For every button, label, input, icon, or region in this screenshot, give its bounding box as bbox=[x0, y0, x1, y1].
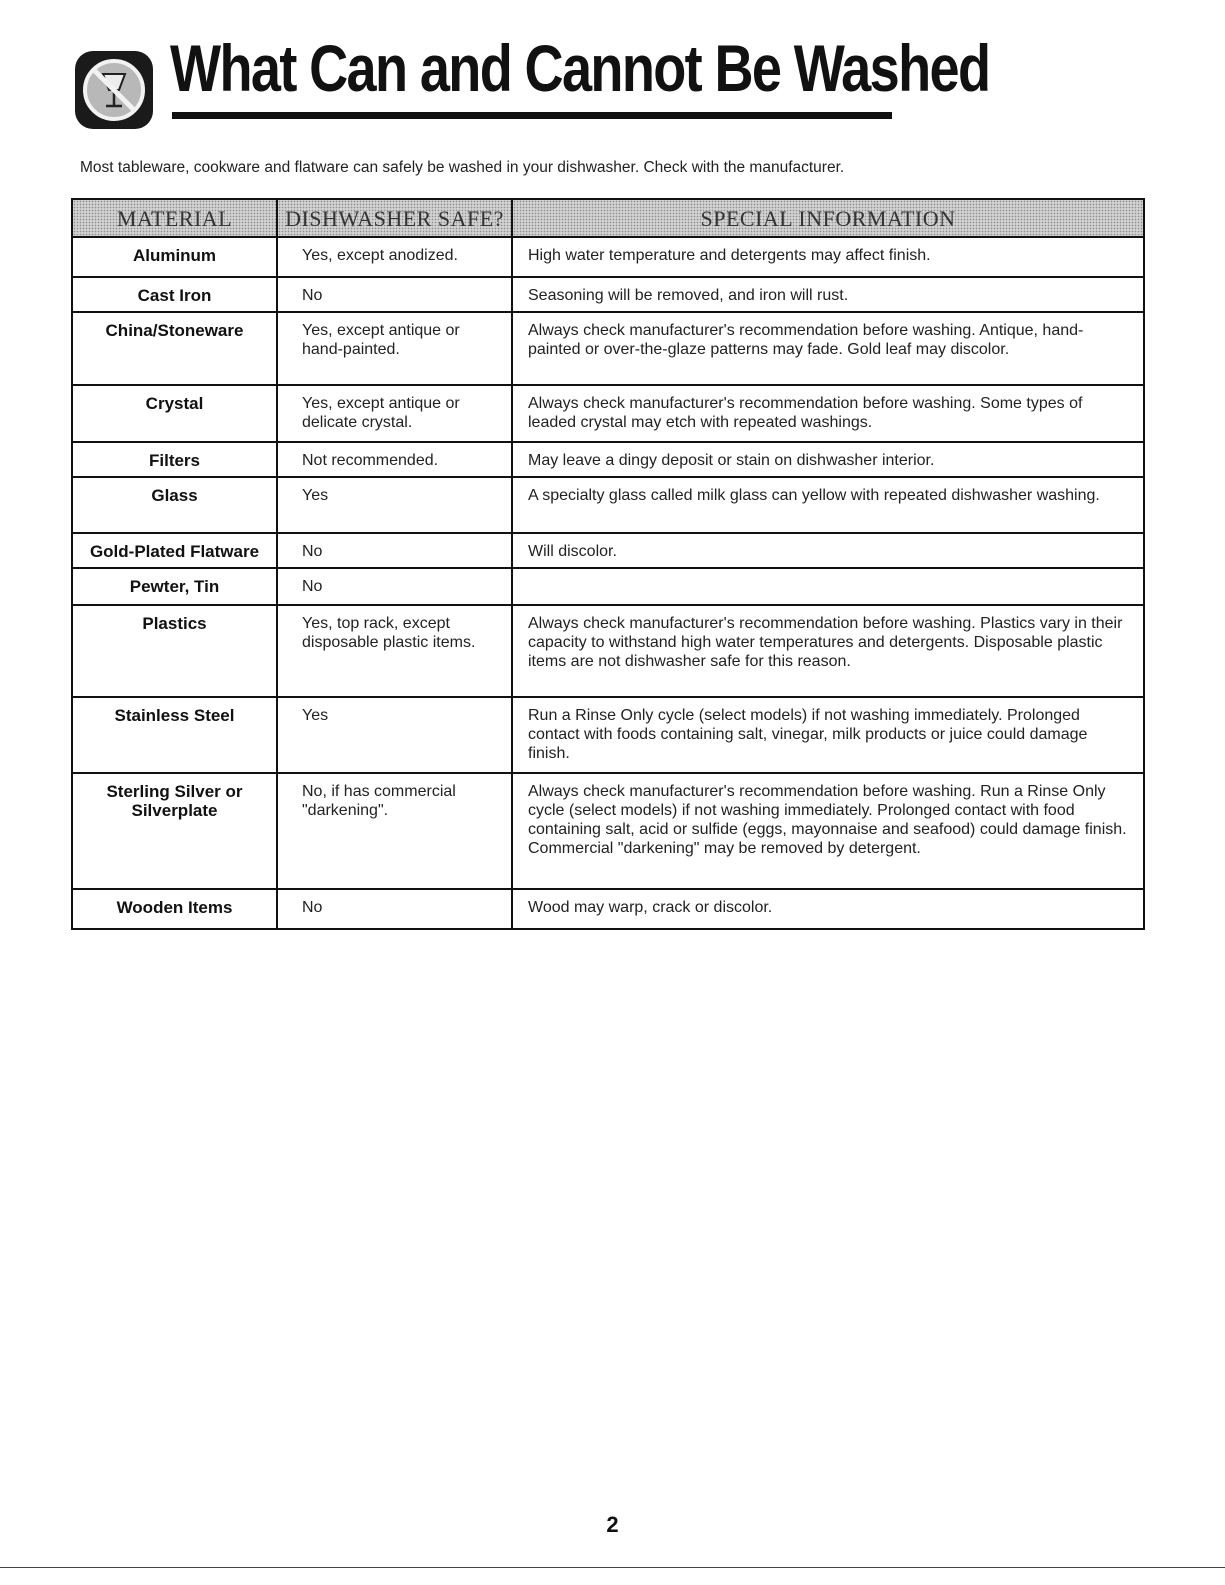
table-row bbox=[72, 477, 1144, 533]
page-number: 2 bbox=[606, 1512, 619, 1537]
no-glassware-icon bbox=[74, 50, 154, 130]
wash-compatibility-table bbox=[71, 198, 1145, 930]
table-row bbox=[72, 442, 1144, 477]
special-info-cell: Always check manufacturer's recommendation before washing. Some types of leaded crystal may etch with repeated washings. bbox=[512, 385, 1144, 442]
dishwasher-safe-cell: Yes, except antique or hand-painted. bbox=[277, 312, 512, 385]
page-title: What Can and Cannot Be Washed bbox=[170, 31, 990, 105]
dishwasher-safe-cell: Yes bbox=[277, 477, 512, 533]
special-info-cell: Seasoning will be removed, and iron will rust. bbox=[512, 277, 1144, 312]
special-info-cell: Always check manufacturer's recommendation before washing. Antique, hand-painted or over-the-glaze patterns may fade. Gold leaf may discolor. bbox=[512, 312, 1144, 385]
table-row bbox=[72, 385, 1144, 442]
dishwasher-safe-cell: Yes bbox=[277, 697, 512, 773]
material-cell: Glass bbox=[72, 477, 277, 533]
table-row bbox=[72, 773, 1144, 889]
bottom-divider bbox=[0, 1567, 1225, 1568]
material-cell: Cast Iron bbox=[72, 277, 277, 312]
material-cell: Sterling Silver or Silverplate bbox=[72, 773, 277, 889]
dishwasher-safe-cell: Yes, except anodized. bbox=[277, 237, 512, 277]
special-info-cell: Wood may warp, crack or discolor. bbox=[512, 889, 1144, 929]
special-info-cell: May leave a dingy deposit or stain on dishwasher interior. bbox=[512, 442, 1144, 477]
material-cell: Filters bbox=[72, 442, 277, 477]
table-row bbox=[72, 568, 1144, 605]
dishwasher-safe-cell: Yes, except antique or delicate crystal. bbox=[277, 385, 512, 442]
table-row bbox=[72, 889, 1144, 929]
intro-text: Most tableware, cookware and flatware can safely be washed in your dishwasher. Check with the manufacturer. bbox=[80, 159, 845, 176]
dishwasher-safe-cell: No bbox=[277, 568, 512, 605]
table-row bbox=[72, 277, 1144, 312]
special-info-cell: Always check manufacturer's recommendation before washing. Run a Rinse Only cycle (select models) if not washing immediately. Prolonged contact with food containing salt, acid or sulfide (eggs, mayonnaise and seafood) could damage finish. Commercial "darkening" may be removed by detergent. bbox=[512, 773, 1144, 889]
table-row bbox=[72, 312, 1144, 385]
special-info-cell: Always check manufacturer's recommendation before washing. Plastics vary in their capacity to withstand high water temperatures and detergents. Disposable plastic items are not dishwasher safe for this reason. bbox=[512, 605, 1144, 697]
table-row bbox=[72, 237, 1144, 277]
dishwasher-safe-cell: No bbox=[277, 533, 512, 568]
special-info-cell: Will discolor. bbox=[512, 533, 1144, 568]
dishwasher-safe-cell: Not recommended. bbox=[277, 442, 512, 477]
table-row bbox=[72, 533, 1144, 568]
special-info-cell bbox=[512, 568, 1144, 605]
material-cell: Aluminum bbox=[72, 237, 277, 277]
material-cell: Gold-Plated Flatware bbox=[72, 533, 277, 568]
special-info-cell: High water temperature and detergents may affect finish. bbox=[512, 237, 1144, 277]
dishwasher-safe-cell: Yes, top rack, except disposable plastic items. bbox=[277, 605, 512, 697]
header-special-information: SPECIAL INFORMATION bbox=[512, 199, 1144, 237]
material-cell: China/Stoneware bbox=[72, 312, 277, 385]
dishwasher-safe-cell: No bbox=[277, 277, 512, 312]
material-cell: Plastics bbox=[72, 605, 277, 697]
table-header-row bbox=[72, 199, 1144, 237]
table-row bbox=[72, 605, 1144, 697]
material-cell: Pewter, Tin bbox=[72, 568, 277, 605]
header-material: MATERIAL bbox=[72, 199, 277, 237]
material-cell: Crystal bbox=[72, 385, 277, 442]
dishwasher-safe-cell: No, if has commercial "darkening". bbox=[277, 773, 512, 889]
title-underline bbox=[172, 112, 892, 119]
material-cell: Stainless Steel bbox=[72, 697, 277, 773]
dishwasher-safe-cell: No bbox=[277, 889, 512, 929]
table-row bbox=[72, 697, 1144, 773]
special-info-cell: A specialty glass called milk glass can yellow with repeated dishwasher washing. bbox=[512, 477, 1144, 533]
material-cell: Wooden Items bbox=[72, 889, 277, 929]
special-info-cell: Run a Rinse Only cycle (select models) if not washing immediately. Prolonged contact with foods containing salt, vinegar, milk products or juice could damage finish. bbox=[512, 697, 1144, 773]
header-dishwasher-safe: DISHWASHER SAFE? bbox=[277, 199, 512, 237]
